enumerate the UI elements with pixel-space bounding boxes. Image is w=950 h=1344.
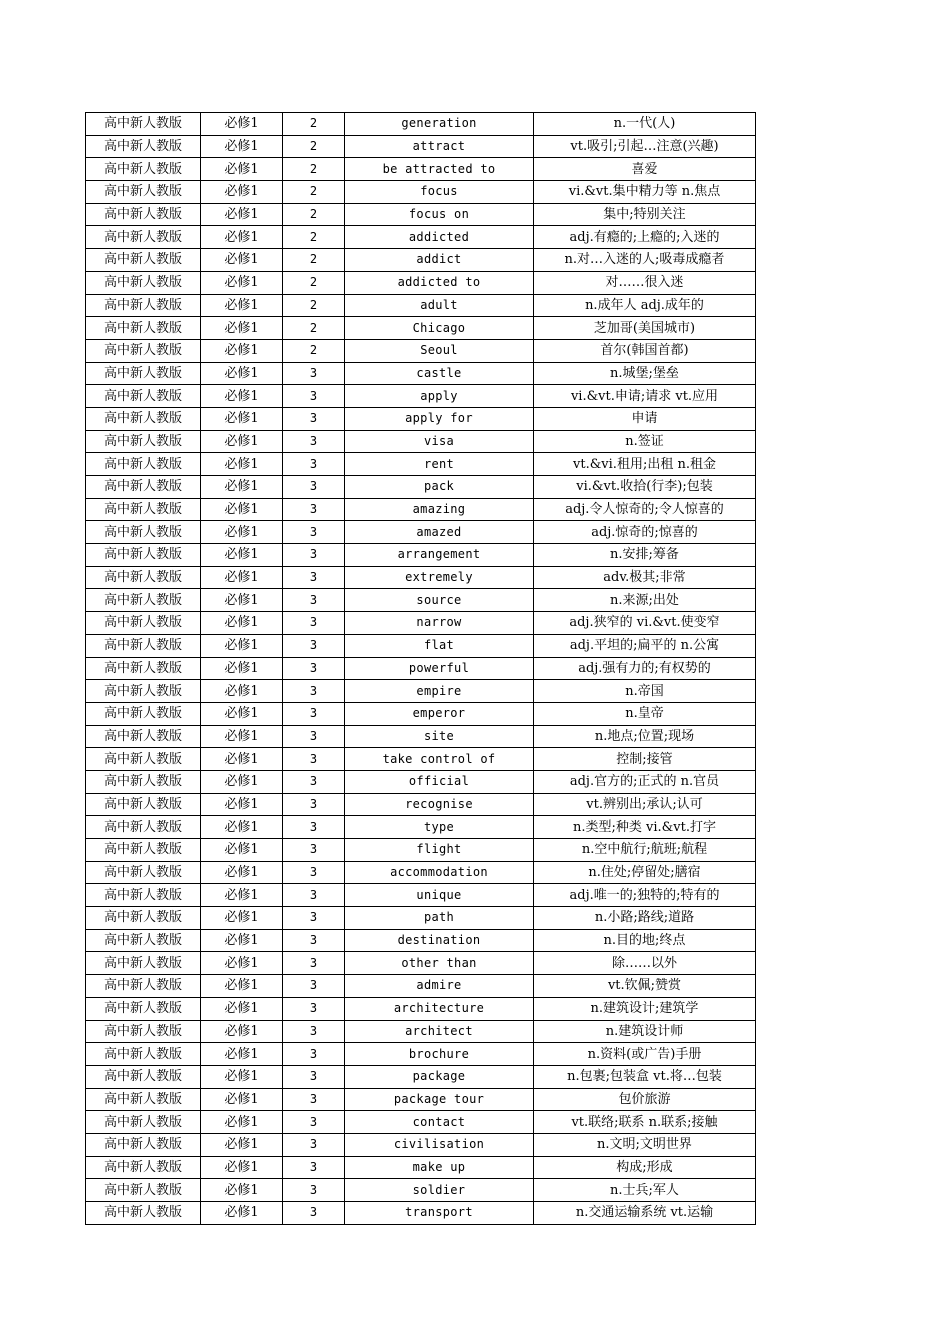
table-row bbox=[86, 317, 756, 340]
textbook-cell: 高中新人教版 bbox=[86, 498, 201, 521]
table-row bbox=[86, 113, 756, 136]
table-row bbox=[86, 1202, 756, 1225]
table-row bbox=[86, 430, 756, 453]
book-cell: 必修1 bbox=[201, 339, 283, 362]
meaning-cell: 除……以外 bbox=[534, 952, 756, 975]
textbook-cell: 高中新人教版 bbox=[86, 226, 201, 249]
book-cell: 必修1 bbox=[201, 1202, 283, 1225]
book-cell: 必修1 bbox=[201, 680, 283, 703]
unit-cell: 3 bbox=[283, 657, 345, 680]
table-row bbox=[86, 657, 756, 680]
book-cell: 必修1 bbox=[201, 566, 283, 589]
unit-cell: 2 bbox=[283, 158, 345, 181]
unit-cell: 3 bbox=[283, 1133, 345, 1156]
meaning-cell: 包价旅游 bbox=[534, 1088, 756, 1111]
unit-cell: 3 bbox=[283, 702, 345, 725]
unit-cell: 3 bbox=[283, 680, 345, 703]
textbook-cell: 高中新人教版 bbox=[86, 566, 201, 589]
unit-cell: 2 bbox=[283, 113, 345, 136]
word-cell: generation bbox=[345, 113, 534, 136]
meaning-cell: adj.狭窄的 vi.&vt.使变窄 bbox=[534, 612, 756, 635]
table-row bbox=[86, 362, 756, 385]
book-cell: 必修1 bbox=[201, 839, 283, 862]
unit-cell: 3 bbox=[283, 861, 345, 884]
textbook-cell: 高中新人教版 bbox=[86, 135, 201, 158]
textbook-cell: 高中新人教版 bbox=[86, 453, 201, 476]
unit-cell: 2 bbox=[283, 317, 345, 340]
unit-cell: 3 bbox=[283, 1020, 345, 1043]
textbook-cell: 高中新人教版 bbox=[86, 793, 201, 816]
textbook-cell: 高中新人教版 bbox=[86, 1179, 201, 1202]
meaning-cell: vt.联络;联系 n.联系;接触 bbox=[534, 1111, 756, 1134]
table-row bbox=[86, 339, 756, 362]
textbook-cell: 高中新人教版 bbox=[86, 929, 201, 952]
unit-cell: 3 bbox=[283, 1179, 345, 1202]
unit-cell: 3 bbox=[283, 748, 345, 771]
table-row bbox=[86, 975, 756, 998]
word-cell: amazing bbox=[345, 498, 534, 521]
word-cell: type bbox=[345, 816, 534, 839]
meaning-cell: n.文明;文明世界 bbox=[534, 1133, 756, 1156]
word-cell: pack bbox=[345, 476, 534, 499]
unit-cell: 2 bbox=[283, 294, 345, 317]
table-row bbox=[86, 884, 756, 907]
textbook-cell: 高中新人教版 bbox=[86, 975, 201, 998]
table-row bbox=[86, 816, 756, 839]
unit-cell: 3 bbox=[283, 907, 345, 930]
meaning-cell: n.城堡;堡垒 bbox=[534, 362, 756, 385]
meaning-cell: 控制;接管 bbox=[534, 748, 756, 771]
textbook-cell: 高中新人教版 bbox=[86, 907, 201, 930]
table-row bbox=[86, 861, 756, 884]
meaning-cell: n.士兵;军人 bbox=[534, 1179, 756, 1202]
book-cell: 必修1 bbox=[201, 612, 283, 635]
word-cell: focus on bbox=[345, 203, 534, 226]
table-row bbox=[86, 203, 756, 226]
table-row bbox=[86, 748, 756, 771]
table-row bbox=[86, 249, 756, 272]
table-row bbox=[86, 634, 756, 657]
textbook-cell: 高中新人教版 bbox=[86, 271, 201, 294]
unit-cell: 3 bbox=[283, 997, 345, 1020]
word-cell: addicted bbox=[345, 226, 534, 249]
book-cell: 必修1 bbox=[201, 544, 283, 567]
book-cell: 必修1 bbox=[201, 271, 283, 294]
table-row bbox=[86, 385, 756, 408]
textbook-cell: 高中新人教版 bbox=[86, 770, 201, 793]
meaning-cell: n.资料(或广告)手册 bbox=[534, 1043, 756, 1066]
table-row bbox=[86, 226, 756, 249]
word-cell: package tour bbox=[345, 1088, 534, 1111]
textbook-cell: 高中新人教版 bbox=[86, 385, 201, 408]
table-row bbox=[86, 793, 756, 816]
textbook-cell: 高中新人教版 bbox=[86, 158, 201, 181]
word-cell: be attracted to bbox=[345, 158, 534, 181]
word-cell: rent bbox=[345, 453, 534, 476]
unit-cell: 2 bbox=[283, 203, 345, 226]
meaning-cell: n.建筑设计师 bbox=[534, 1020, 756, 1043]
unit-cell: 3 bbox=[283, 362, 345, 385]
word-cell: Chicago bbox=[345, 317, 534, 340]
word-cell: visa bbox=[345, 430, 534, 453]
textbook-cell: 高中新人教版 bbox=[86, 1065, 201, 1088]
textbook-cell: 高中新人教版 bbox=[86, 884, 201, 907]
word-cell: brochure bbox=[345, 1043, 534, 1066]
word-cell: apply for bbox=[345, 407, 534, 430]
book-cell: 必修1 bbox=[201, 1088, 283, 1111]
table-row bbox=[86, 1156, 756, 1179]
meaning-cell: n.交通运输系统 vt.运输 bbox=[534, 1202, 756, 1225]
meaning-cell: 芝加哥(美国城市) bbox=[534, 317, 756, 340]
textbook-cell: 高中新人教版 bbox=[86, 725, 201, 748]
unit-cell: 3 bbox=[283, 975, 345, 998]
book-cell: 必修1 bbox=[201, 249, 283, 272]
meaning-cell: 构成;形成 bbox=[534, 1156, 756, 1179]
table-row bbox=[86, 1043, 756, 1066]
word-cell: make up bbox=[345, 1156, 534, 1179]
unit-cell: 3 bbox=[283, 1043, 345, 1066]
table-row bbox=[86, 453, 756, 476]
meaning-cell: n.安排;筹备 bbox=[534, 544, 756, 567]
word-cell: recognise bbox=[345, 793, 534, 816]
meaning-cell: adv.极其;非常 bbox=[534, 566, 756, 589]
textbook-cell: 高中新人教版 bbox=[86, 181, 201, 204]
word-cell: amazed bbox=[345, 521, 534, 544]
table-row bbox=[86, 680, 756, 703]
table-row bbox=[86, 294, 756, 317]
textbook-cell: 高中新人教版 bbox=[86, 816, 201, 839]
textbook-cell: 高中新人教版 bbox=[86, 702, 201, 725]
book-cell: 必修1 bbox=[201, 407, 283, 430]
book-cell: 必修1 bbox=[201, 657, 283, 680]
unit-cell: 3 bbox=[283, 407, 345, 430]
book-cell: 必修1 bbox=[201, 793, 283, 816]
textbook-cell: 高中新人教版 bbox=[86, 748, 201, 771]
meaning-cell: 集中;特别关注 bbox=[534, 203, 756, 226]
textbook-cell: 高中新人教版 bbox=[86, 1043, 201, 1066]
unit-cell: 3 bbox=[283, 589, 345, 612]
table-row bbox=[86, 839, 756, 862]
table-row bbox=[86, 1111, 756, 1134]
book-cell: 必修1 bbox=[201, 521, 283, 544]
meaning-cell: vt.&vi.租用;出租 n.租金 bbox=[534, 453, 756, 476]
unit-cell: 2 bbox=[283, 249, 345, 272]
meaning-cell: n.小路;路线;道路 bbox=[534, 907, 756, 930]
table-row bbox=[86, 181, 756, 204]
book-cell: 必修1 bbox=[201, 498, 283, 521]
unit-cell: 3 bbox=[283, 929, 345, 952]
word-cell: arrangement bbox=[345, 544, 534, 567]
unit-cell: 2 bbox=[283, 339, 345, 362]
book-cell: 必修1 bbox=[201, 226, 283, 249]
unit-cell: 2 bbox=[283, 226, 345, 249]
table-row bbox=[86, 612, 756, 635]
unit-cell: 3 bbox=[283, 1065, 345, 1088]
unit-cell: 3 bbox=[283, 544, 345, 567]
book-cell: 必修1 bbox=[201, 1111, 283, 1134]
unit-cell: 2 bbox=[283, 181, 345, 204]
book-cell: 必修1 bbox=[201, 1020, 283, 1043]
book-cell: 必修1 bbox=[201, 1065, 283, 1088]
meaning-cell: n.成年人 adj.成年的 bbox=[534, 294, 756, 317]
book-cell: 必修1 bbox=[201, 317, 283, 340]
book-cell: 必修1 bbox=[201, 952, 283, 975]
textbook-cell: 高中新人教版 bbox=[86, 476, 201, 499]
book-cell: 必修1 bbox=[201, 1156, 283, 1179]
word-cell: emperor bbox=[345, 702, 534, 725]
unit-cell: 3 bbox=[283, 521, 345, 544]
unit-cell: 3 bbox=[283, 725, 345, 748]
word-cell: take control of bbox=[345, 748, 534, 771]
book-cell: 必修1 bbox=[201, 362, 283, 385]
meaning-cell: 喜爱 bbox=[534, 158, 756, 181]
textbook-cell: 高中新人教版 bbox=[86, 839, 201, 862]
table-row bbox=[86, 158, 756, 181]
meaning-cell: vi.&vt.收拾(行李);包装 bbox=[534, 476, 756, 499]
meaning-cell: vt.辨别出;承认;认可 bbox=[534, 793, 756, 816]
textbook-cell: 高中新人教版 bbox=[86, 521, 201, 544]
textbook-cell: 高中新人教版 bbox=[86, 952, 201, 975]
word-cell: package bbox=[345, 1065, 534, 1088]
textbook-cell: 高中新人教版 bbox=[86, 294, 201, 317]
word-cell: other than bbox=[345, 952, 534, 975]
meaning-cell: n.包裹;包装盒 vt.将…包装 bbox=[534, 1065, 756, 1088]
book-cell: 必修1 bbox=[201, 884, 283, 907]
word-cell: addict bbox=[345, 249, 534, 272]
table-row bbox=[86, 1065, 756, 1088]
word-cell: soldier bbox=[345, 1179, 534, 1202]
word-cell: official bbox=[345, 770, 534, 793]
textbook-cell: 高中新人教版 bbox=[86, 339, 201, 362]
book-cell: 必修1 bbox=[201, 907, 283, 930]
meaning-cell: adj.惊奇的;惊喜的 bbox=[534, 521, 756, 544]
book-cell: 必修1 bbox=[201, 294, 283, 317]
word-cell: powerful bbox=[345, 657, 534, 680]
unit-cell: 3 bbox=[283, 770, 345, 793]
word-cell: accommodation bbox=[345, 861, 534, 884]
book-cell: 必修1 bbox=[201, 1133, 283, 1156]
word-cell: source bbox=[345, 589, 534, 612]
unit-cell: 3 bbox=[283, 1202, 345, 1225]
unit-cell: 3 bbox=[283, 453, 345, 476]
book-cell: 必修1 bbox=[201, 1179, 283, 1202]
meaning-cell: n.建筑设计;建筑学 bbox=[534, 997, 756, 1020]
word-cell: apply bbox=[345, 385, 534, 408]
textbook-cell: 高中新人教版 bbox=[86, 1202, 201, 1225]
table-row bbox=[86, 589, 756, 612]
book-cell: 必修1 bbox=[201, 770, 283, 793]
textbook-cell: 高中新人教版 bbox=[86, 997, 201, 1020]
book-cell: 必修1 bbox=[201, 634, 283, 657]
word-cell: unique bbox=[345, 884, 534, 907]
unit-cell: 3 bbox=[283, 839, 345, 862]
book-cell: 必修1 bbox=[201, 476, 283, 499]
word-cell: architecture bbox=[345, 997, 534, 1020]
table-row bbox=[86, 135, 756, 158]
book-cell: 必修1 bbox=[201, 181, 283, 204]
book-cell: 必修1 bbox=[201, 929, 283, 952]
table-row bbox=[86, 498, 756, 521]
unit-cell: 3 bbox=[283, 816, 345, 839]
meaning-cell: 对……很入迷 bbox=[534, 271, 756, 294]
vocabulary-table bbox=[85, 112, 756, 1225]
table-row bbox=[86, 1179, 756, 1202]
unit-cell: 3 bbox=[283, 498, 345, 521]
meaning-cell: 首尔(韩国首都) bbox=[534, 339, 756, 362]
book-cell: 必修1 bbox=[201, 997, 283, 1020]
table-row bbox=[86, 997, 756, 1020]
meaning-cell: n.对…入迷的人;吸毒成瘾者 bbox=[534, 249, 756, 272]
unit-cell: 3 bbox=[283, 884, 345, 907]
table-row bbox=[86, 476, 756, 499]
textbook-cell: 高中新人教版 bbox=[86, 430, 201, 453]
meaning-cell: n.类型;种类 vi.&vt.打字 bbox=[534, 816, 756, 839]
textbook-cell: 高中新人教版 bbox=[86, 612, 201, 635]
textbook-cell: 高中新人教版 bbox=[86, 113, 201, 136]
textbook-cell: 高中新人教版 bbox=[86, 657, 201, 680]
book-cell: 必修1 bbox=[201, 748, 283, 771]
book-cell: 必修1 bbox=[201, 702, 283, 725]
word-cell: architect bbox=[345, 1020, 534, 1043]
meaning-cell: adj.唯一的;独特的;特有的 bbox=[534, 884, 756, 907]
book-cell: 必修1 bbox=[201, 861, 283, 884]
unit-cell: 3 bbox=[283, 793, 345, 816]
book-cell: 必修1 bbox=[201, 1043, 283, 1066]
book-cell: 必修1 bbox=[201, 385, 283, 408]
book-cell: 必修1 bbox=[201, 113, 283, 136]
book-cell: 必修1 bbox=[201, 453, 283, 476]
book-cell: 必修1 bbox=[201, 725, 283, 748]
unit-cell: 3 bbox=[283, 385, 345, 408]
table-row bbox=[86, 1020, 756, 1043]
meaning-cell: adj.官方的;正式的 n.官员 bbox=[534, 770, 756, 793]
meaning-cell: vi.&vt.集中精力等 n.焦点 bbox=[534, 181, 756, 204]
table-row bbox=[86, 952, 756, 975]
textbook-cell: 高中新人教版 bbox=[86, 1088, 201, 1111]
textbook-cell: 高中新人教版 bbox=[86, 680, 201, 703]
word-cell: adult bbox=[345, 294, 534, 317]
meaning-cell: vt.钦佩;赞赏 bbox=[534, 975, 756, 998]
table-row bbox=[86, 725, 756, 748]
book-cell: 必修1 bbox=[201, 158, 283, 181]
table-row bbox=[86, 929, 756, 952]
word-cell: empire bbox=[345, 680, 534, 703]
word-cell: narrow bbox=[345, 612, 534, 635]
meaning-cell: n.住处;停留处;膳宿 bbox=[534, 861, 756, 884]
textbook-cell: 高中新人教版 bbox=[86, 362, 201, 385]
word-cell: flight bbox=[345, 839, 534, 862]
table-row bbox=[86, 544, 756, 567]
meaning-cell: adj.强有力的;有权势的 bbox=[534, 657, 756, 680]
meaning-cell: n.目的地;终点 bbox=[534, 929, 756, 952]
unit-cell: 2 bbox=[283, 135, 345, 158]
word-cell: flat bbox=[345, 634, 534, 657]
word-cell: transport bbox=[345, 1202, 534, 1225]
word-cell: civilisation bbox=[345, 1133, 534, 1156]
meaning-cell: adj.有瘾的;上瘾的;入迷的 bbox=[534, 226, 756, 249]
table-row bbox=[86, 271, 756, 294]
textbook-cell: 高中新人教版 bbox=[86, 317, 201, 340]
word-cell: site bbox=[345, 725, 534, 748]
unit-cell: 2 bbox=[283, 271, 345, 294]
word-cell: Seoul bbox=[345, 339, 534, 362]
unit-cell: 3 bbox=[283, 634, 345, 657]
textbook-cell: 高中新人教版 bbox=[86, 861, 201, 884]
textbook-cell: 高中新人教版 bbox=[86, 1111, 201, 1134]
unit-cell: 3 bbox=[283, 1111, 345, 1134]
meaning-cell: n.一代(人) bbox=[534, 113, 756, 136]
book-cell: 必修1 bbox=[201, 816, 283, 839]
unit-cell: 3 bbox=[283, 1156, 345, 1179]
word-cell: path bbox=[345, 907, 534, 930]
textbook-cell: 高中新人教版 bbox=[86, 1020, 201, 1043]
meaning-cell: n.来源;出处 bbox=[534, 589, 756, 612]
table-row bbox=[86, 1133, 756, 1156]
table-row bbox=[86, 566, 756, 589]
textbook-cell: 高中新人教版 bbox=[86, 589, 201, 612]
meaning-cell: n.帝国 bbox=[534, 680, 756, 703]
meaning-cell: vi.&vt.申请;请求 vt.应用 bbox=[534, 385, 756, 408]
word-cell: focus bbox=[345, 181, 534, 204]
meaning-cell: adj.令人惊奇的;令人惊喜的 bbox=[534, 498, 756, 521]
unit-cell: 3 bbox=[283, 476, 345, 499]
word-cell: castle bbox=[345, 362, 534, 385]
meaning-cell: adj.平坦的;扁平的 n.公寓 bbox=[534, 634, 756, 657]
textbook-cell: 高中新人教版 bbox=[86, 203, 201, 226]
vocabulary-table-body bbox=[86, 113, 756, 1225]
textbook-cell: 高中新人教版 bbox=[86, 1133, 201, 1156]
meaning-cell: n.地点;位置;现场 bbox=[534, 725, 756, 748]
textbook-cell: 高中新人教版 bbox=[86, 1156, 201, 1179]
table-row bbox=[86, 770, 756, 793]
meaning-cell: n.签证 bbox=[534, 430, 756, 453]
meaning-cell: vt.吸引;引起…注意(兴趣) bbox=[534, 135, 756, 158]
unit-cell: 3 bbox=[283, 612, 345, 635]
table-row bbox=[86, 1088, 756, 1111]
book-cell: 必修1 bbox=[201, 589, 283, 612]
book-cell: 必修1 bbox=[201, 203, 283, 226]
word-cell: extremely bbox=[345, 566, 534, 589]
meaning-cell: 申请 bbox=[534, 407, 756, 430]
meaning-cell: n.空中航行;航班;航程 bbox=[534, 839, 756, 862]
unit-cell: 3 bbox=[283, 1088, 345, 1111]
table-row bbox=[86, 702, 756, 725]
book-cell: 必修1 bbox=[201, 975, 283, 998]
textbook-cell: 高中新人教版 bbox=[86, 249, 201, 272]
word-cell: admire bbox=[345, 975, 534, 998]
book-cell: 必修1 bbox=[201, 430, 283, 453]
word-cell: attract bbox=[345, 135, 534, 158]
table-row bbox=[86, 521, 756, 544]
book-cell: 必修1 bbox=[201, 135, 283, 158]
unit-cell: 3 bbox=[283, 952, 345, 975]
unit-cell: 3 bbox=[283, 430, 345, 453]
meaning-cell: n.皇帝 bbox=[534, 702, 756, 725]
word-cell: destination bbox=[345, 929, 534, 952]
textbook-cell: 高中新人教版 bbox=[86, 634, 201, 657]
textbook-cell: 高中新人教版 bbox=[86, 407, 201, 430]
word-cell: contact bbox=[345, 1111, 534, 1134]
table-row bbox=[86, 407, 756, 430]
table-row bbox=[86, 907, 756, 930]
textbook-cell: 高中新人教版 bbox=[86, 544, 201, 567]
unit-cell: 3 bbox=[283, 566, 345, 589]
word-cell: addicted to bbox=[345, 271, 534, 294]
